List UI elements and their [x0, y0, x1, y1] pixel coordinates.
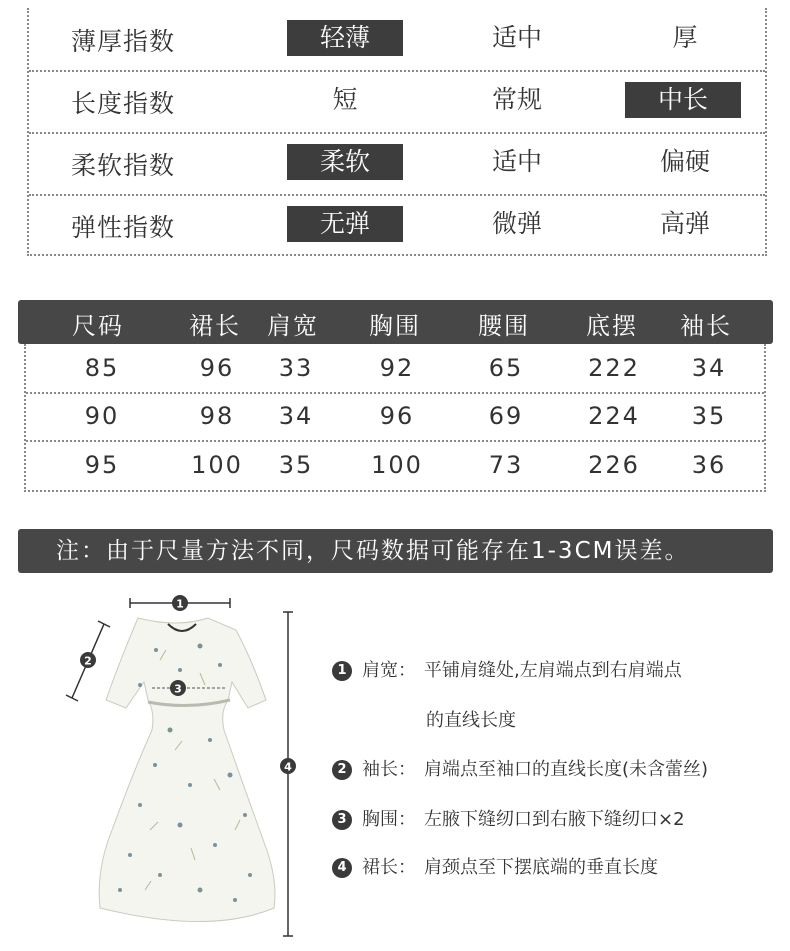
header-sleeve-length: 袖长 [680, 312, 732, 340]
cell-sleeve-length: 34 [691, 354, 727, 382]
marker-label-4: 4 [284, 760, 292, 774]
legend-number: 4 [332, 858, 352, 878]
header-dress-length: 裙长 [189, 312, 241, 340]
marker-label-1: 1 [176, 597, 184, 611]
cell-bust: 92 [379, 354, 415, 382]
legend-term: 袖长： [362, 759, 416, 780]
legend-term: 胸围： [362, 809, 416, 830]
table-row [26, 441, 764, 489]
cell-dress-length: 96 [199, 354, 235, 382]
cell-hem: 222 [588, 354, 640, 382]
header-waist: 腰围 [478, 312, 530, 340]
legend-item-length [332, 853, 658, 879]
length-index-label: 长度指数 [71, 89, 176, 118]
softness-index-label: 柔软指数 [71, 151, 176, 180]
fabric-indices-table [27, 8, 767, 256]
thickness-option-medium: 适中 [491, 23, 542, 52]
marker-label-2: 2 [84, 654, 92, 668]
table-row [26, 392, 764, 442]
cell-size: 85 [84, 354, 120, 382]
legend-desc: 左腋下缝纫口到右腋下缝纫口×2 [424, 809, 685, 830]
cell-hem: 224 [588, 402, 640, 430]
legend-item-bust [332, 805, 685, 831]
legend-desc: 肩颈点至下摆底端的垂直长度 [424, 857, 658, 878]
thickness-option-thick: 厚 [672, 23, 698, 52]
cell-shoulder-width: 35 [278, 451, 314, 479]
legend-desc: 肩端点至袖口的直线长度(未含蕾丝) [424, 759, 709, 780]
header-size: 尺码 [72, 312, 124, 340]
legend-term: 裙长： [362, 857, 416, 878]
softness-option-soft: 柔软 [287, 144, 403, 180]
legend-term: 肩宽： [362, 660, 416, 681]
cell-shoulder-width: 34 [278, 402, 314, 430]
cell-size: 95 [84, 451, 120, 479]
dress-length-marker [280, 612, 296, 936]
thickness-option-thin: 轻薄 [287, 20, 403, 56]
cell-hem: 226 [588, 451, 640, 479]
size-table-body [24, 344, 766, 492]
legend-item-shoulder-cont [426, 706, 516, 732]
dress-illustration [60, 590, 320, 945]
legend-item-sleeve [332, 755, 708, 781]
sleeve-length-marker [66, 621, 110, 701]
legend-number: 1 [332, 661, 352, 681]
cell-waist: 65 [488, 354, 524, 382]
shoulder-width-marker [130, 595, 230, 611]
cell-bust: 96 [379, 402, 415, 430]
size-table-header [18, 300, 773, 344]
softness-index-row [29, 132, 765, 196]
cell-bust: 100 [371, 451, 423, 479]
softness-option-medium: 适中 [491, 147, 542, 176]
cell-size: 90 [84, 402, 120, 430]
cell-sleeve-length: 35 [691, 402, 727, 430]
length-option-midi: 中长 [625, 82, 741, 118]
marker-label-3: 3 [174, 682, 182, 696]
elasticity-index-row [29, 194, 765, 256]
elasticity-option-slight: 微弹 [491, 209, 542, 238]
elasticity-index-label: 弹性指数 [71, 213, 176, 242]
thickness-index-row [29, 8, 765, 72]
cell-dress-length: 98 [199, 402, 235, 430]
elasticity-option-none: 无弹 [287, 206, 403, 242]
header-hem: 底摆 [586, 312, 638, 340]
length-option-short: 短 [332, 85, 358, 114]
legend-number: 2 [332, 760, 352, 780]
legend-desc-continued: 的直线长度 [426, 710, 516, 731]
elasticity-option-high: 高弹 [659, 209, 710, 238]
length-index-row [29, 70, 765, 134]
softness-option-stiff: 偏硬 [659, 147, 710, 176]
cell-sleeve-length: 36 [691, 451, 727, 479]
legend-desc: 平铺肩缝处,左肩端点到右肩端点 [424, 660, 682, 681]
thickness-index-label: 薄厚指数 [71, 27, 176, 56]
legend-number: 3 [332, 810, 352, 830]
legend-item-shoulder [332, 656, 682, 682]
cell-shoulder-width: 33 [278, 354, 314, 382]
cell-waist: 69 [488, 402, 524, 430]
length-option-regular: 常规 [491, 85, 542, 114]
table-row [26, 344, 764, 394]
cell-dress-length: 100 [191, 451, 243, 479]
header-shoulder-width: 肩宽 [267, 312, 319, 340]
measurement-note: 注：由于尺量方法不同，尺码数据可能存在1-3CM误差。 [18, 529, 773, 573]
cell-waist: 73 [488, 451, 524, 479]
header-bust: 胸围 [369, 312, 421, 340]
